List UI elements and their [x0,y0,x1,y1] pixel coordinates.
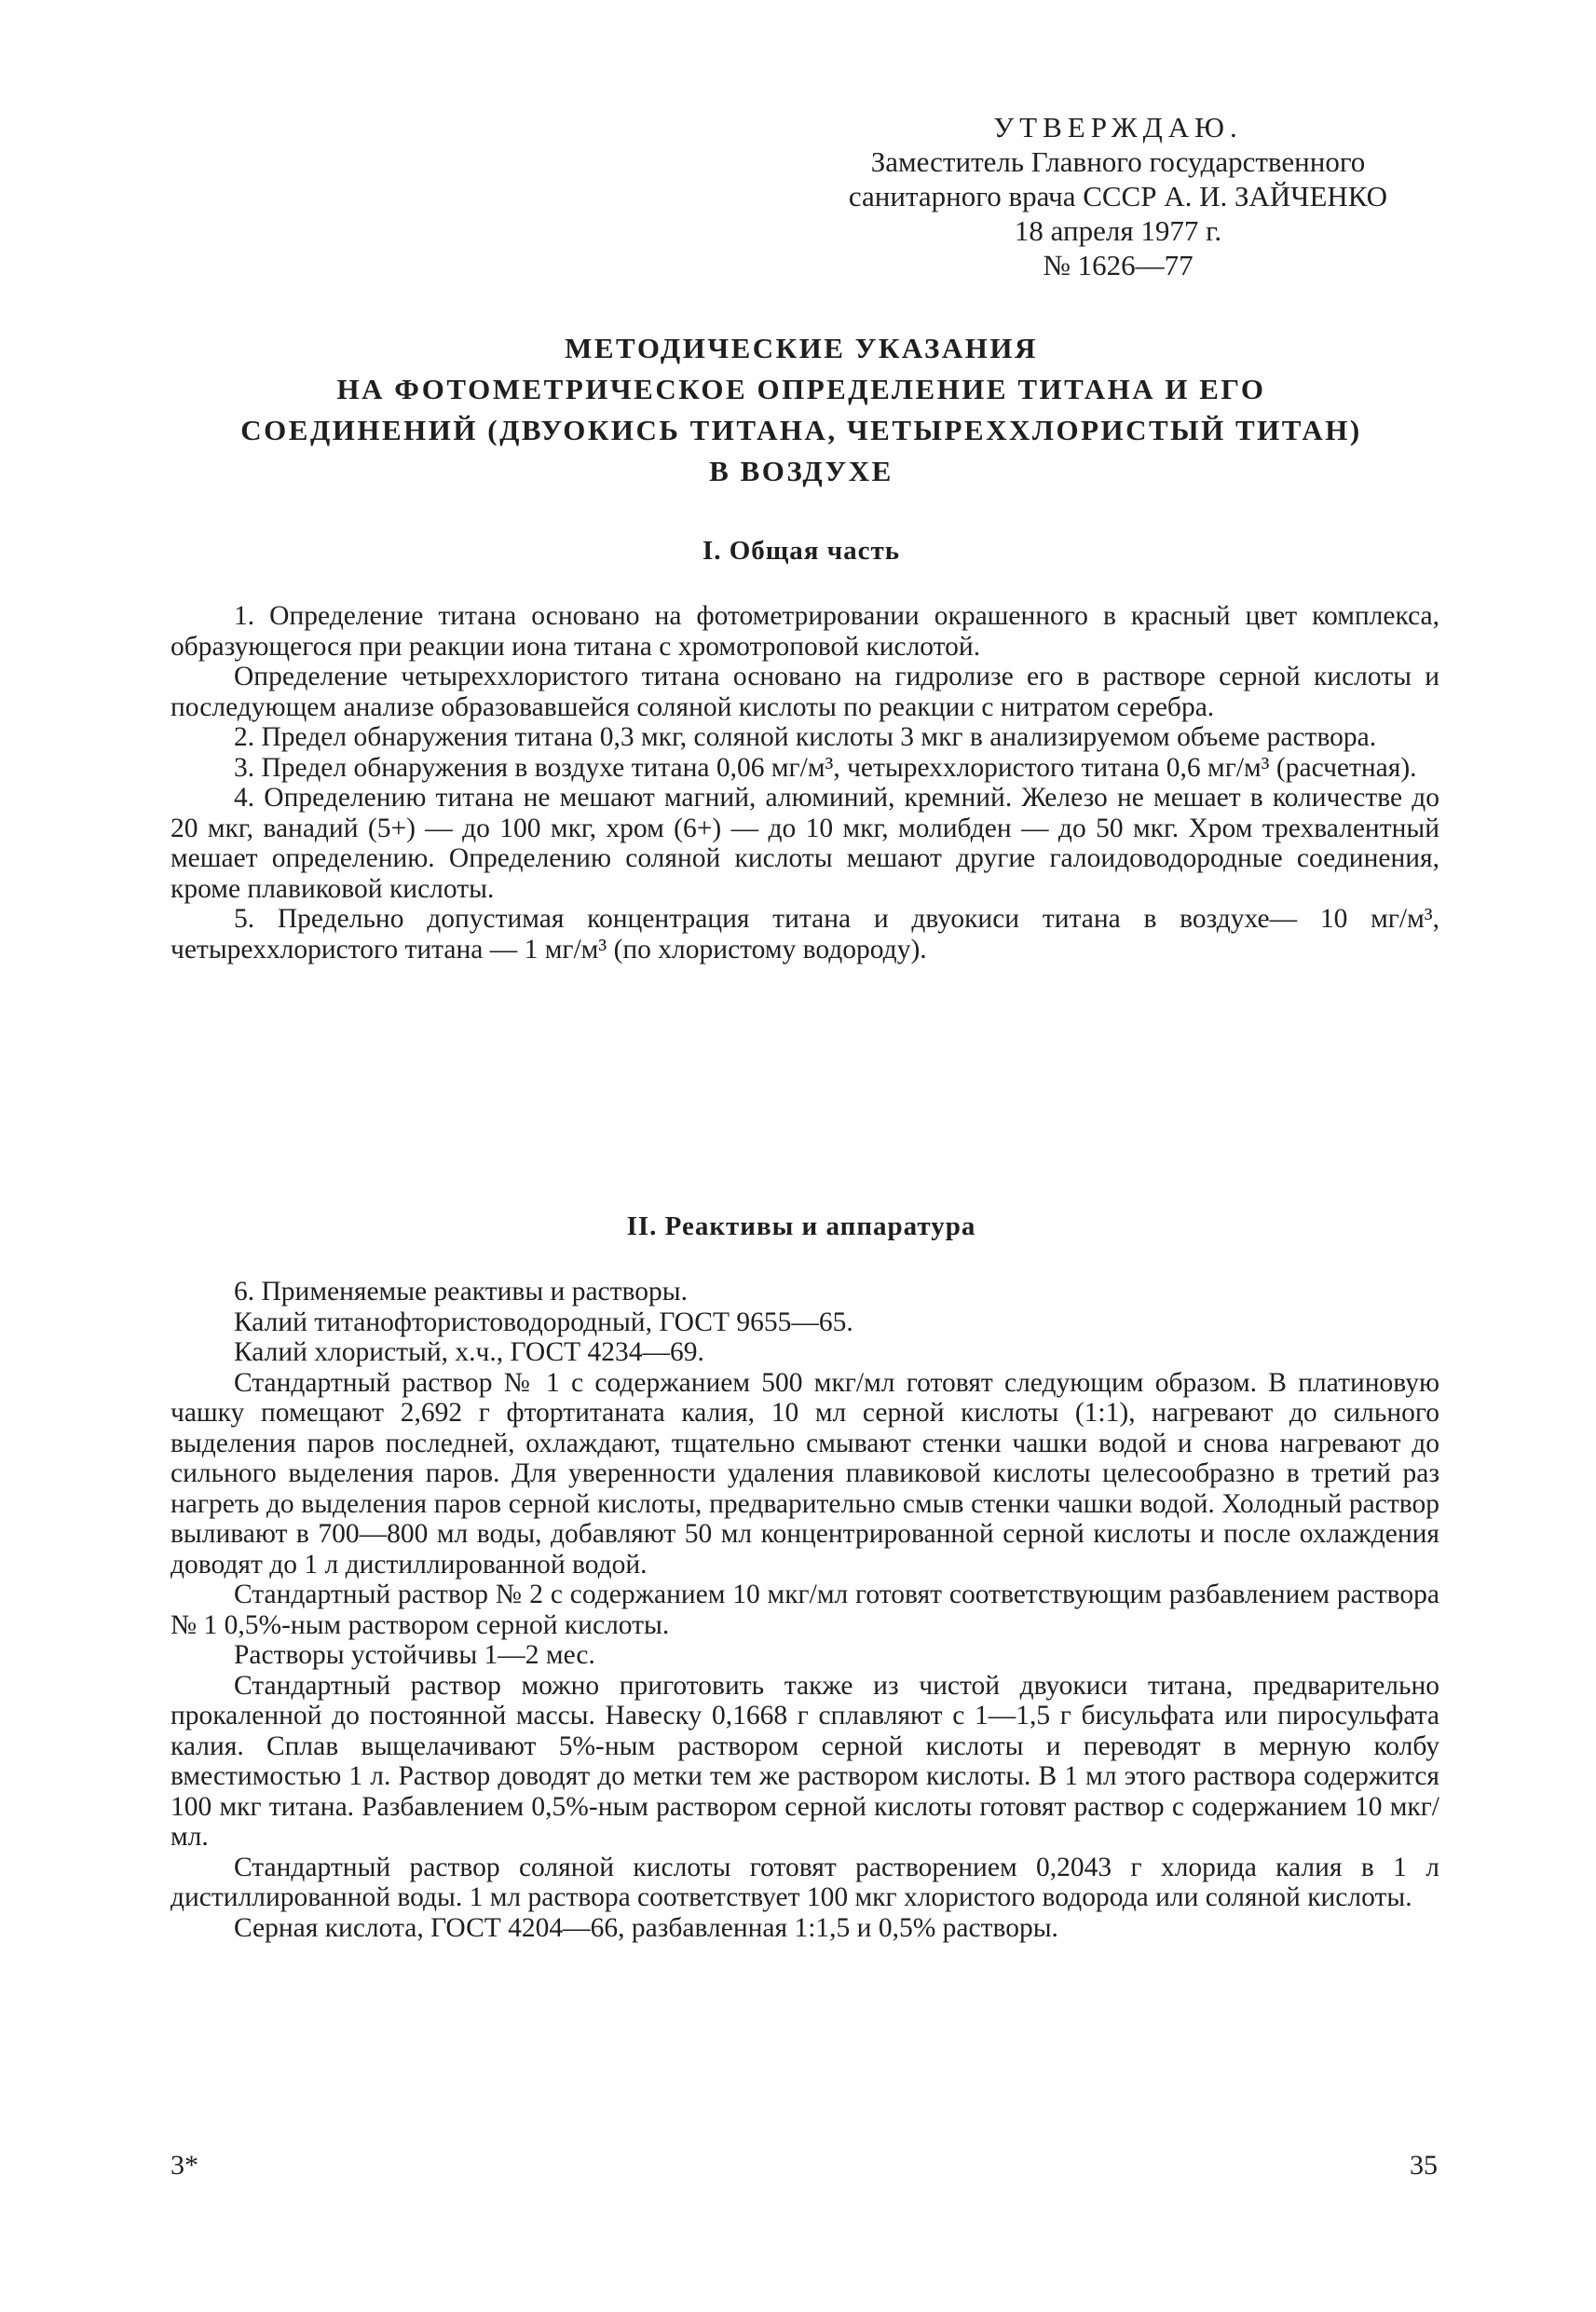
signature-mark: 3* [171,2150,198,2181]
section-heading-reagents: II. Реактивы и аппаратура [626,1211,976,1241]
document-title-line-1: МЕТОДИЧЕСКИЕ УКАЗАНИЯ [565,332,1038,364]
paragraph: 3. Предел обнаружения в воздухе титана 0,06 мг/м³, четыреххлористого титана 0,6 мг/м³ (расчетная). [234,752,1417,783]
paragraph: Калий титанофтористоводородный, ГОСТ 9655—65. [234,1306,853,1337]
paragraph: Стандартный раствор можно приготовить также из чистой двуокиси титана, предварительно прокаленной до постоянной массы. Навеску 0,1668 г сплавляют с 1—1,5 г бисульфата или пиросульфата калия. Сплав выщелачивают 5%-ным раствором серной кислоты и переводят в мерную колбу вместимостью 1 л. Раствор доводят до метки тем же раствором кислоты. В 1 мл этого раствора содержится 100 мкг титана. Разбавлением 0,5%-ным раствором серной кислоты готовят раствор с содержанием 10 мкг/мл. [171,1670,1439,1852]
document-title [158,328,1444,492]
paragraph: 1. Определение титана основано на фотометрировании окрашенного в красный цвет комплекса, образующегося при реакции иона титана с хромотроповой кислотой. [171,601,1439,662]
paragraph: Стандартный раствор соляной кислоты готовят растворением 0,2043 г хлорида калия в 1 л дистиллированной воды. 1 мл раствора соответствует 100 мкг хлористого водорода или соляной кислоты. [171,1852,1439,1912]
paragraph: Серная кислота, ГОСТ 4204—66, разбавленная 1:1,5 и 0,5% растворы. [234,1912,1058,1943]
document-title-line-4: В ВОЗДУХЕ [709,455,893,487]
approval-title: УТВЕРЖДАЮ. [993,111,1243,144]
paragraph: Калий хлористый, х.ч., ГОСТ 4234—69. [234,1337,704,1367]
paragraph: Растворы устойчивы 1—2 мес. [234,1640,595,1670]
paragraph: Стандартный раствор № 1 с содержанием 500 мкг/мл готовят следующим образом. В платиновую чашку помещают 2,692 г фтортитаната калия, 10 мл серной кислоты (1:1), нагревают до сильного выделения паров последней, охлаждают, тщательно смывают стенки чашки водой и снова нагревают до сильного выделения паров. Для уверенности удаления плавиковой кислоты целесообразно в третий раз нагреть до выделения паров серной кислоты, предварительно смыв стенки чашки водой. Холодный раствор выливают в 700—800 мл воды, добавляют 50 мл концентрированной серной кислоты и после охлаждения доводят до 1 л дистиллированной водой. [171,1367,1439,1580]
approval-number: № 1626—77 [1043,249,1194,281]
section-heading-general: I. Общая часть [702,536,901,566]
paragraph: 5. Предельно допустимая концентрация титана и двуокиси титана в воздухе— 10 мг/м³, четыреххлористого титана — 1 мг/м³ (по хлористому водороду). [171,904,1439,964]
paragraph: 2. Предел обнаружения титана 0,3 мкг, соляной кислоты 3 мкг в анализируемом объеме раствора. [234,722,1377,752]
paragraph: Определение четыреххлористого титана основано на гидролизе его в растворе серной кислоты и последующем анализе образовавшейся соляной кислоты по реакции с нитратом серебра. [171,662,1439,722]
paragraph: Стандартный раствор № 2 с содержанием 10 мкг/мл готовят соответствующим разбавлением раствора № 1 0,5%-ным раствором серной кислоты. [171,1580,1439,1640]
approval-line-2: санитарного врача СССР А. И. ЗАЙЧЕНКО [848,180,1388,212]
page-number: 35 [1410,2150,1438,2181]
approval-block [783,110,1453,282]
document-title-line-3: СОЕДИНЕНИЙ (ДВУОКИСЬ ТИТАНА, ЧЕТЫРЕХХЛОРИСТЫЙ ТИТАН) [240,414,1362,446]
section-body-general [171,601,1439,964]
paragraph: 6. Применяемые реактивы и растворы. [234,1277,688,1306]
approval-date: 18 апреля 1977 г. [1014,214,1222,247]
section-body-reagents [171,1277,1439,1943]
approval-line-1: Заместитель Главного государственного [870,145,1366,178]
document-title-line-2: НА ФОТОМЕТРИЧЕСКОЕ ОПРЕДЕЛЕНИЕ ТИТАНА И ЕГО [336,373,1266,405]
paragraph: 4. Определению титана не мешают магний, алюминий, кремний. Железо не мешает в количестве до 20 мкг, ванадий (5+) — до 100 мкг, хром (6+) — до 10 мкг, молибден — до 50 мкг. Хром трехвалентный мешает определению. Определению соляной кислоты мешают другие галоидоводородные соединения, кроме плавиковой кислоты. [171,783,1439,904]
